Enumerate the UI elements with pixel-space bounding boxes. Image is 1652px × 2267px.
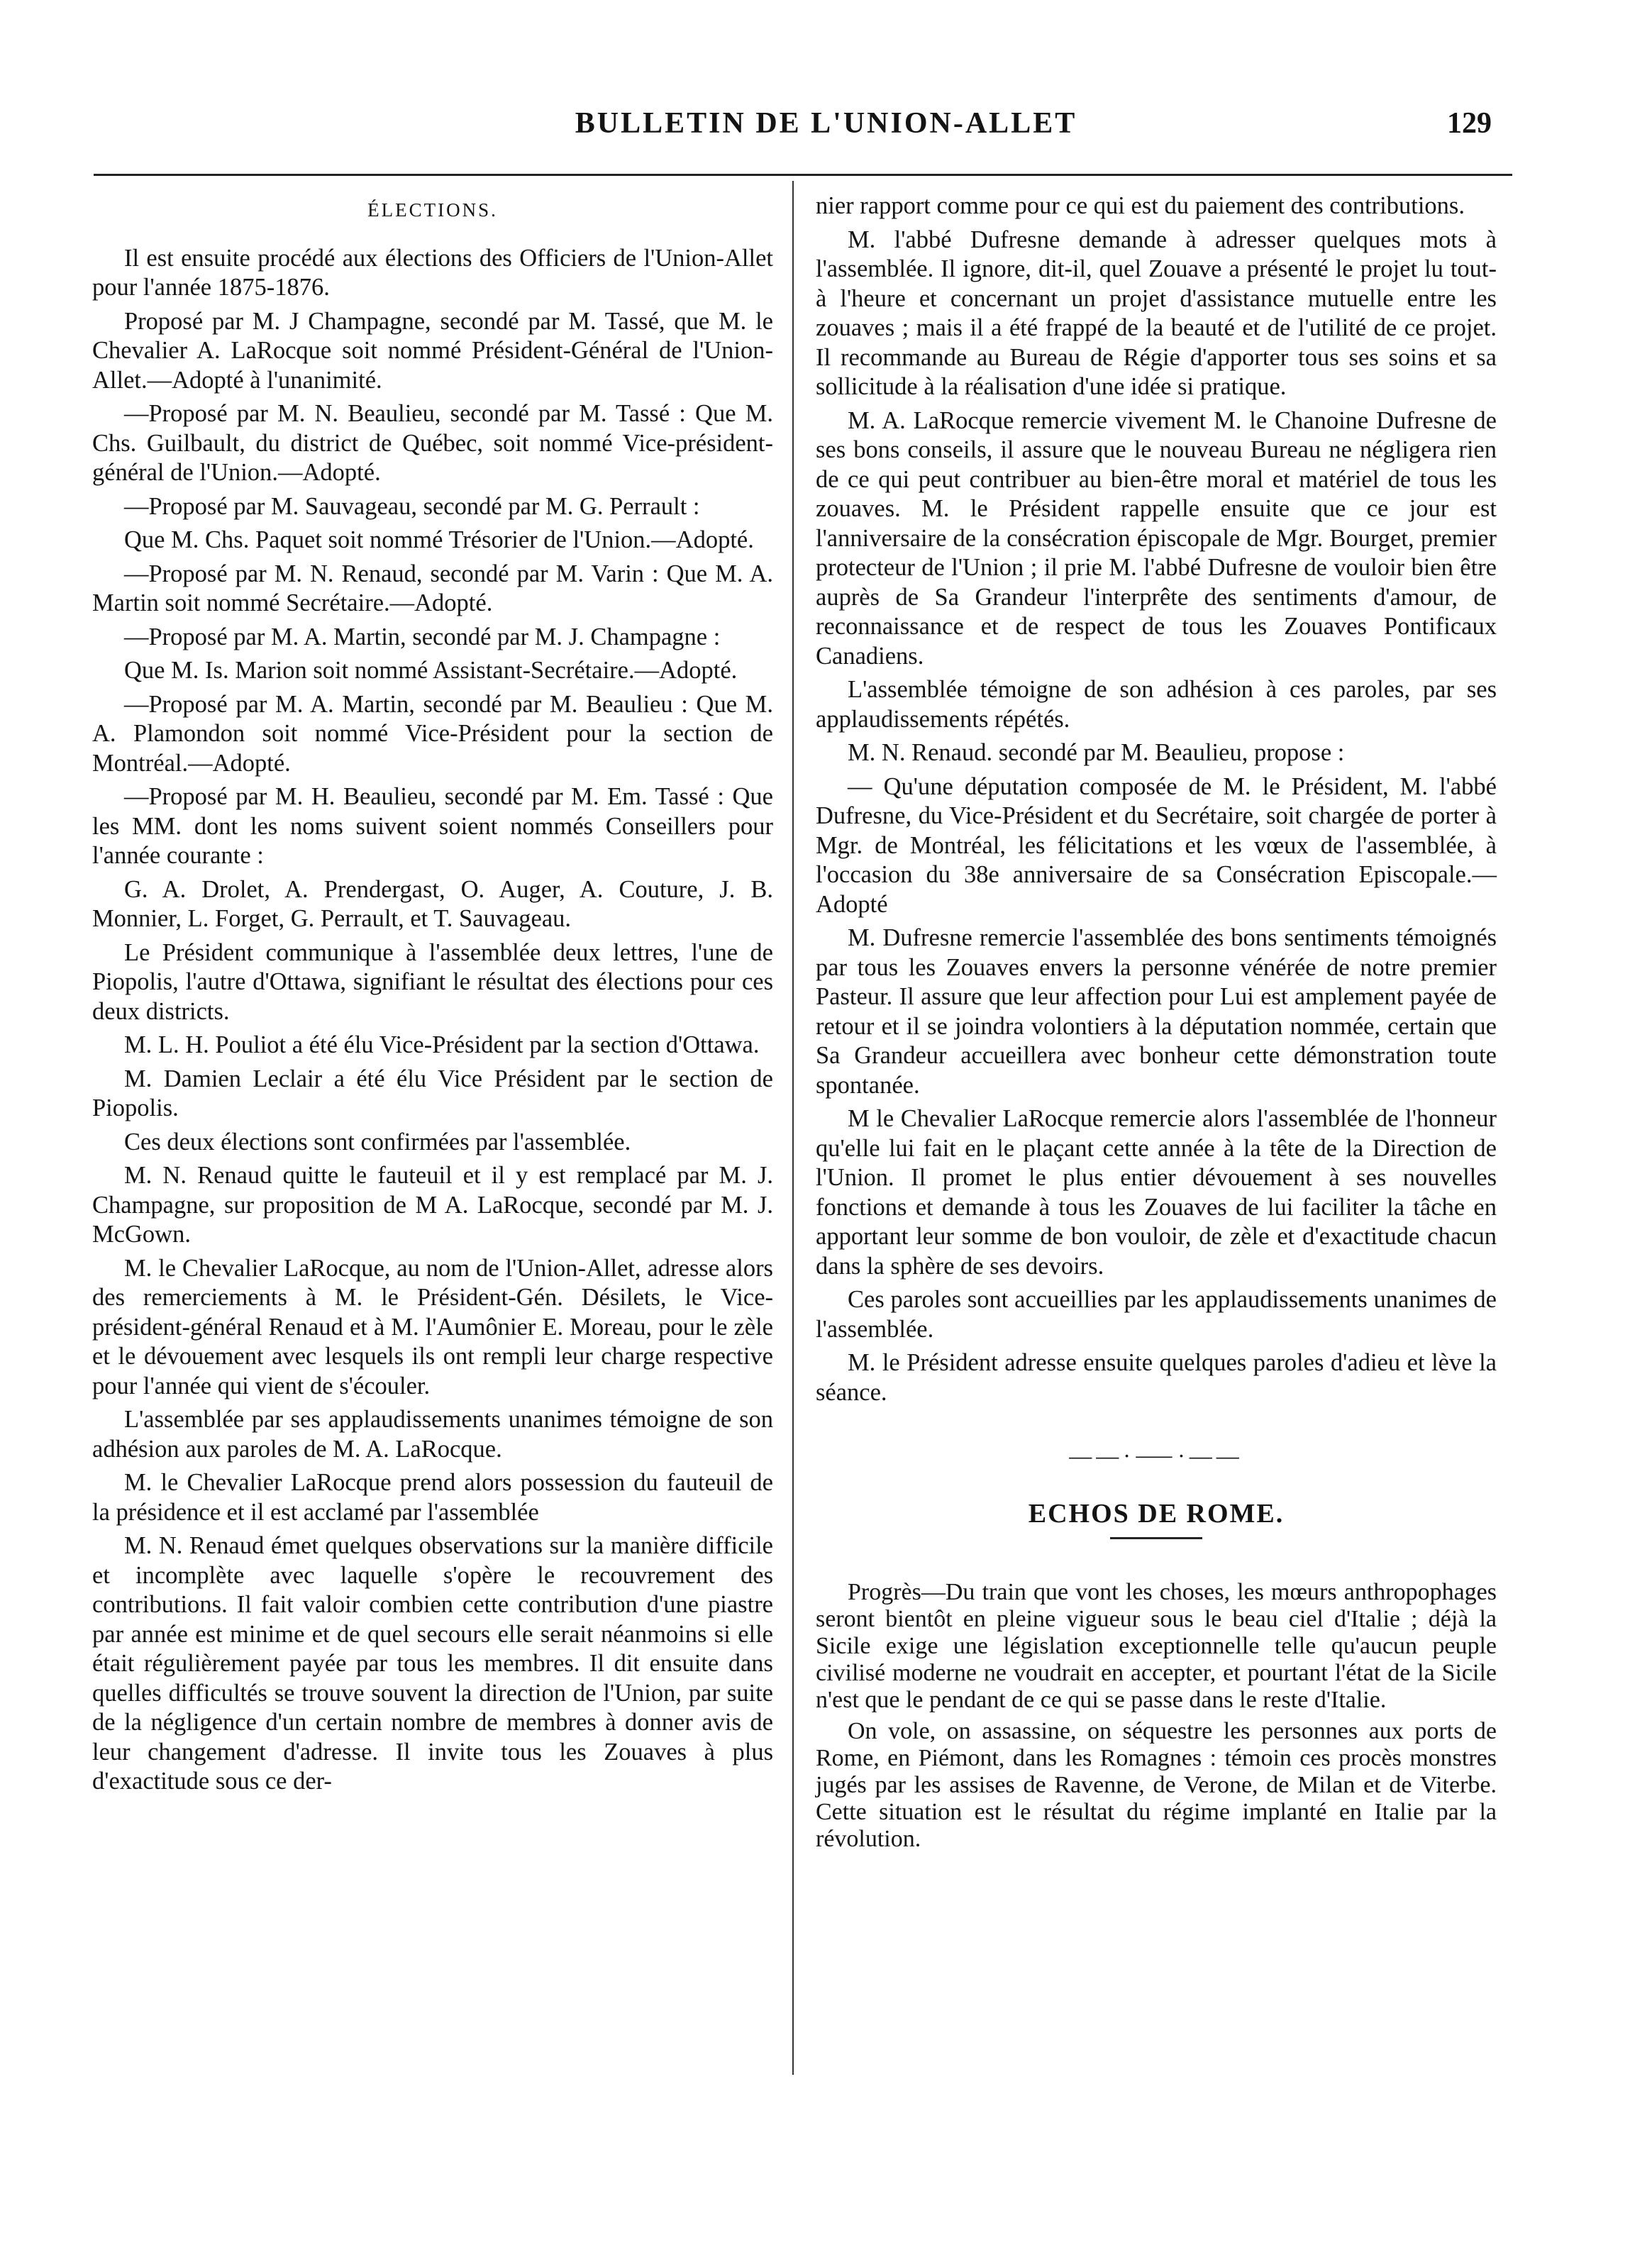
paragraph: Proposé par M. J Champagne, secondé par M. Tassé, que M. le Chevalier A. LaRocque soit nommé Président-Général de l'Union-Allet.—Adopté à l'unanimité. [92, 307, 773, 394]
paragraph: Il est ensuite procédé aux élections des Officiers de l'Union-Allet pour l'année 1875-1876. [92, 244, 773, 301]
paragraph: Ces paroles sont accueillies par les applaudissements unanimes de l'assemblée. [816, 1286, 1497, 1343]
paragraph: —Proposé par M. N. Renaud, secondé par M. Varin : Que M. A. Martin soit nommé Secrétaire.—Adopté. [92, 560, 773, 616]
section-heading: ÉLECTIONS. [367, 199, 498, 221]
paragraph: Que M. Is. Marion soit nommé Assistant-Secrétaire.—Adopté. [124, 657, 738, 684]
right-column [816, 192, 1497, 1857]
paragraph: M. le Président adresse ensuite quelques paroles d'adieu et lève la séance. [816, 1349, 1497, 1406]
paragraph: M. L. H. Pouliot a été élu Vice-Président par la section d'Ottawa. [124, 1031, 760, 1058]
paragraph: M. N. Renaud émet quelques observations sur la manière difficile et incomplète avec laquelle s'opère le recouvrement des contributions. Il fait valoir combien cette contribution d'une piastre par année est minime et de quel secours elle serait néanmoins si elle était régulièrement payée par tous les membres. Il dit ensuite dans quelles difficultés se trouve souvent la direction de l'Union, par suite de la négligence d'un certain nombre de membres à donner avis de leur changement d'adresse. Il invite tous les Zouaves à plus d'exactitude sous ce der- [92, 1532, 773, 1795]
paragraph: M. le Chevalier LaRocque prend alors possession du fauteuil de la présidence et il est acclamé par l'assemblée [92, 1469, 773, 1526]
ornament-divider: ——·⸺·—— [1069, 1443, 1243, 1468]
article-body [816, 1579, 1497, 1853]
paragraph: L'assemblée témoigne de son adhésion à ces paroles, par ses applaudissements répétés. [816, 676, 1497, 733]
article-title: ECHOS DE ROME. [1028, 1498, 1285, 1529]
column-divider [792, 181, 794, 2075]
running-title: BULLETIN DE L'UNION-ALLET [575, 107, 1077, 140]
paragraph: nier rapport comme pour ce qui est du paiement des contributions. [816, 192, 1465, 219]
paragraph: M. Damien Leclair a été élu Vice Président par le section de Piopolis. [92, 1065, 773, 1121]
paragraph: — Qu'une députation composée de M. le Président, M. l'abbé Dufresne, du Vice-Président et du Secrétaire, soit chargée de porter à Mgr. de Montréal, les félicitations et les vœux de l'assemblée, à l'occasion du 38e anniversaire de sa Consécration Episcopale.—Adopté [816, 772, 1497, 918]
page-number: 129 [1447, 107, 1492, 140]
paragraph: Que M. Chs. Paquet soit nommé Trésorier de l'Union.—Adopté. [124, 526, 754, 553]
paragraph: M. le Chevalier LaRocque, au nom de l'Union-Allet, adresse alors des remerciements à M. le Président-Gén. Désilets, le Vice-président-général Renaud et à M. l'Aumônier E. Moreau, pour le zèle et le dévouement avec lesquels ils ont rempli leur charge respective pour l'année qui vient de s'écouler. [92, 1254, 773, 1399]
paragraph: M. Dufresne remercie l'assemblée des bons sentiments témoignés par tous les Zouaves envers la personne vénérée de notre premier Pasteur. Il assure que leur affection pour Lui est amplement payée de retour et il se joindra volontiers à la députation nommée, certain que Sa Grandeur accueillera avec bonheur cette démonstration toute spontanée. [816, 924, 1497, 1099]
paragraph: Ces deux élections sont confirmées par l'assemblée. [124, 1128, 631, 1155]
paragraph: —Proposé par M. A. Martin, secondé par M. J. Champagne : [124, 623, 721, 650]
paragraph: On vole, on assassine, on séquestre les personnes aux ports de Rome, en Piémont, dans les Romagnes : témoin ces procès monstres jugés par les assises de Ravenne, de Verone, de Milan et de Viterbe. Cette situation est le résultat du régime implanté en Italie par la révolution. [816, 1718, 1497, 1852]
paragraph: M. l'abbé Dufresne demande à adresser quelques mots à l'assemblée. Il ignore, dit-il, quel Zouave a présenté le projet lu tout-à l'heure et concernant un projet d'assistance mutuelle entre les zouaves ; mais il a été frappé de la beauté et de l'utilité de ce projet. Il recommande au Bureau de Régie d'apporter tous ses soins et sa sollicitude à la réalisation d'une idée si pratique. [816, 226, 1497, 400]
paragraph: Le Président communique à l'assemblée deux lettres, l'une de Piopolis, l'autre d'Ottawa, signifiant le résultat des élections pour ces deux districts. [92, 938, 773, 1025]
paragraph: —Proposé par M. Sauvageau, secondé par M. G. Perrault : [124, 492, 700, 520]
paragraph: Progrès—Du train que vont les choses, les mœurs anthropophages seront bientôt en pleine vigueur sous le beau ciel d'Italie ; déjà la Sicile exige une législation exceptionnelle telle qu'aucun peuple civilisé moderne ne voudrait en accepter, et pourtant l'état de la Sicile n'est que le pendant de ce qui se passe dans le reste d'Italie. [816, 1579, 1497, 1713]
paragraph: G. A. Drolet, A. Prendergast, O. Auger, A. Couture, J. B. Monnier, L. Forget, G. Perrault, et T. Sauvageau. [92, 875, 773, 932]
left-column [92, 192, 773, 1801]
paragraph: —Proposé par M. N. Beaulieu, secondé par M. Tassé : Que M. Chs. Guilbault, du district de Québec, soit nommé Vice-président-général de l'Union.—Adopté. [92, 400, 773, 486]
header-rule [94, 174, 1512, 176]
paragraph: —Proposé par M. H. Beaulieu, secondé par M. Em. Tassé : Que les MM. dont les noms suivent soient nommés Conseillers pour l'année courante : [92, 783, 773, 869]
paragraph: M. A. LaRocque remercie vivement M. le Chanoine Dufresne de ses bons conseils, il assure que le nouveau Bureau ne négligera rien de ce qui peut contribuer au bien-être moral et matériel de tous les zouaves. M. le Président rappelle ensuite que ce jour est l'anniversaire de la consécration épiscopale de Mgr. Bourget, premier protecteur de l'Union ; il prie M. l'abbé Dufresne de vouloir bien être auprès de Sa Grandeur l'interprête des sentiments d'amour, de reconnaissance et de respect de tous les Zouaves Pontificaux Canadiens. [816, 406, 1497, 670]
paragraph: —Proposé par M. A. Martin, secondé par M. Beaulieu : Que M. A. Plamondon soit nommé Vice-Président pour la section de Montréal.—Adopté. [92, 690, 773, 777]
paragraph: L'assemblée par ses applaudissements unanimes témoigne de son adhésion aux paroles de M. A. LaRocque. [92, 1406, 773, 1463]
paragraph: M. N. Renaud quitte le fauteuil et il y est remplacé par M. J. Champagne, sur proposition de M A. LaRocque, secondé par M. J. McGown. [92, 1162, 773, 1248]
paragraph: M. N. Renaud. secondé par M. Beaulieu, propose : [848, 739, 1345, 766]
paragraph: M le Chevalier LaRocque remercie alors l'assemblée de l'honneur qu'elle lui fait en le plaçant cette année à la tête de la Direction de l'Union. Il promet le plus entier dévouement à ses nouvelles fonctions et demande à tous les Zouaves de lui faciliter la tâche en apportant leur somme de bon vouloir, de zèle et d'exactitude chacun dans la sphère de ses devoirs. [816, 1105, 1497, 1280]
title-rule [1110, 1537, 1202, 1539]
